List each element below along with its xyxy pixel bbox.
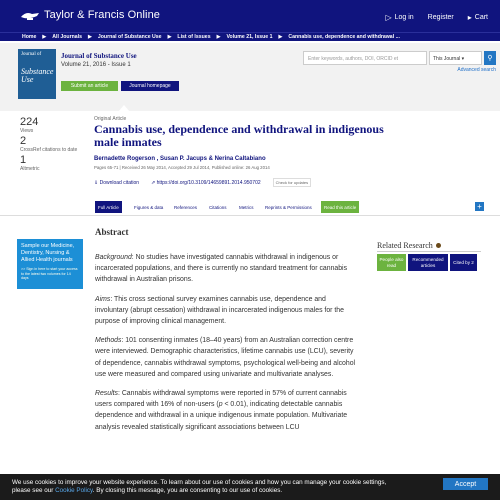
tab-references[interactable]: References: [174, 204, 198, 210]
cover-small-text: Journal of: [21, 52, 42, 57]
aims-text: : This cross sectional survey examines cannabis use, dependence and involuntary (abrupt cessation) withdrawal in incarcerated indigenous males for the purpose of improving clinical management.: [95, 295, 344, 326]
abstract-heading: Abstract: [95, 227, 129, 237]
tab-read-article[interactable]: Read this article: [321, 201, 359, 213]
journal-header: [0, 43, 500, 111]
top-navigation-bar: [0, 0, 500, 32]
header-notch: [118, 105, 130, 112]
download-label: Download citation: [99, 179, 140, 186]
chevron-right-icon: ▶: [87, 34, 92, 40]
expand-plus-button[interactable]: [475, 202, 484, 211]
background-text: : No studies have investigated cannabis withdrawal in indigenous or incarcerated populations, and there is currently no standard treatment for cannabis withdrawal in Australian prisons.: [95, 254, 348, 284]
register-label: Register: [427, 14, 454, 21]
link-icon: ⇗: [151, 179, 156, 186]
crossref-label: CrossRef citations to date: [20, 147, 78, 153]
search-input[interactable]: Enter keywords, authors, DOI, ORCID et: [303, 51, 427, 65]
chevron-right-icon: ▶: [42, 34, 47, 40]
accept-cookies-button[interactable]: Accept: [443, 478, 488, 490]
doi-label: https://doi.org/10.3109/14659891.2014.950702: [156, 179, 261, 186]
doi-link[interactable]: [151, 180, 261, 186]
results-label: Results: [95, 390, 118, 398]
article-authors[interactable]: [94, 156, 266, 162]
cover-big-text: Substance Use: [21, 66, 54, 85]
authors-text: Bernadette Rogerson , Susan P. Jacups & Nerina Caltabiano: [94, 156, 266, 162]
breadcrumb-all-journals[interactable]: All Journals: [52, 34, 82, 40]
article-tab-bar: [0, 198, 500, 216]
search-scope-select[interactable]: [429, 51, 482, 65]
tab-metrics[interactable]: Metrics: [239, 204, 254, 210]
background-label: Background: [95, 254, 132, 261]
results-text-b: < 0.01), indicating detectable cannabis dependence and withdrawal in a unique indigenous inmate population. Multivariate analysis revealed statistically significant associations between LCU: [95, 401, 348, 431]
breadcrumb-journal[interactable]: Journal of Substance Use: [97, 34, 162, 40]
journal-issue[interactable]: Volume 21, 2016 - Issue 1: [61, 62, 131, 68]
related-research-heading: [377, 241, 441, 250]
methods-label: Methods: [95, 337, 122, 345]
person-icon: ▷: [385, 13, 392, 22]
site-logo[interactable]: [20, 9, 160, 21]
related-tab-cited-by[interactable]: Cited by 2: [450, 254, 477, 271]
advanced-search-link[interactable]: Advanced search: [457, 67, 496, 73]
views-label: Views: [20, 128, 34, 134]
search-button[interactable]: [484, 51, 496, 65]
download-citation-link[interactable]: [94, 180, 139, 186]
cookie-line-2: [12, 487, 488, 495]
citation-row: [94, 178, 311, 187]
crossref-count[interactable]: 2: [20, 135, 27, 147]
cookie-banner: [0, 474, 500, 500]
download-icon: ⇓: [94, 179, 99, 186]
breadcrumb-volume[interactable]: Volume 21, Issue 1: [226, 34, 273, 40]
submit-article-button[interactable]: Submit an article: [61, 81, 118, 91]
abstract-aims: [95, 294, 358, 328]
breadcrumb-current: Cannabis use, dependence and withdrawal ...: [288, 34, 400, 40]
register-link[interactable]: [428, 14, 454, 21]
tab-citations[interactable]: Citations: [209, 204, 227, 210]
altmetric-count[interactable]: 1: [20, 154, 27, 166]
journal-cover[interactable]: [18, 49, 56, 99]
related-divider: [377, 251, 481, 252]
results-p: p: [218, 401, 223, 409]
abstract-body: [95, 252, 358, 441]
chevron-right-icon: ▶: [167, 34, 172, 40]
cookie-policy-link[interactable]: Cookie Policy: [55, 486, 93, 494]
journal-title[interactable]: Journal of Substance Use: [61, 52, 137, 60]
article-title: Cannabis use, dependence and withdrawal in indigenous male inmates: [94, 122, 384, 150]
cart-icon: ▸: [467, 13, 472, 22]
ad-subtitle: >> Sign in here to start your access to the latest two volumes for 14 days: [21, 267, 78, 281]
chevron-down-icon: ▾: [461, 56, 465, 62]
article-type: Original Article: [94, 116, 127, 122]
breadcrumb-home[interactable]: Home: [22, 34, 37, 40]
altmetric-label: Altmetric: [20, 166, 40, 172]
search-scope-value: This Journal: [433, 56, 461, 62]
abstract-results: [95, 388, 358, 433]
info-dot-icon[interactable]: [436, 243, 441, 248]
related-title-text: Related Research: [377, 241, 433, 250]
check-updates-badge[interactable]: Check for updates: [273, 178, 311, 187]
ad-title: Sample our Medicine, Dentistry, Nursing & Allied Health journals: [21, 243, 75, 264]
views-count: 224: [20, 116, 39, 128]
login-label: Log in: [394, 14, 414, 21]
abstract-background: [95, 252, 358, 286]
aims-label: Aims: [95, 295, 111, 303]
breadcrumb: [0, 32, 500, 41]
tab-full-article[interactable]: Full Article: [95, 201, 122, 213]
cart-link[interactable]: [468, 13, 488, 22]
cookie-line-2a: please see our: [12, 486, 56, 494]
publication-history: Pages 65-71 | Received 26 May 2014, Accepted 29 Jul 2014, Published online: 26 Aug 2014: [94, 165, 270, 170]
tab-reprints[interactable]: Reprints & Permissions: [265, 204, 312, 210]
article-metrics: [20, 117, 80, 174]
search-icon: ⚲: [487, 55, 493, 62]
breadcrumb-issues[interactable]: List of Issues: [177, 34, 211, 40]
journal-homepage-button[interactable]: Journal homepage: [121, 81, 179, 91]
abstract-methods: [95, 335, 358, 380]
cookie-line-2b: . By closing this message, you are consenting to our use of cookies.: [92, 486, 283, 494]
methods-text: : 101 consenting inmates (18–40 years) from an Australian correction centre were interviewed. Demographic characteristics, lifetime cannabis use (LCU), severity of dependence, cannabis withdrawal symptoms, psychological well-being and alcohol use were measured and compared using univariate and multivariate analyses.: [95, 337, 356, 378]
tab-figures[interactable]: Figures & data: [134, 204, 164, 210]
chevron-right-icon: ▶: [216, 34, 221, 40]
login-link[interactable]: [385, 13, 413, 22]
cookie-line-1: We use cookies to improve your website experience. To learn about our use of cookies and how you can manage your cookie settings,: [12, 479, 387, 486]
results-text-a: : Cannabis withdrawal symptoms were reported in 57% of current cannabis users compared with 16% of non-users (: [95, 390, 347, 409]
chevron-right-icon: ▶: [278, 34, 283, 40]
site-name: Taylor & Francis Online: [44, 9, 161, 21]
cart-label: Cart: [474, 14, 488, 21]
related-tab-people-also-read[interactable]: People also read: [377, 254, 406, 271]
related-tab-recommended[interactable]: Recommended articles: [408, 254, 448, 271]
plus-icon: +: [477, 202, 482, 211]
lamp-logo-icon: [20, 9, 40, 21]
sample-journals-ad[interactable]: [17, 239, 83, 289]
